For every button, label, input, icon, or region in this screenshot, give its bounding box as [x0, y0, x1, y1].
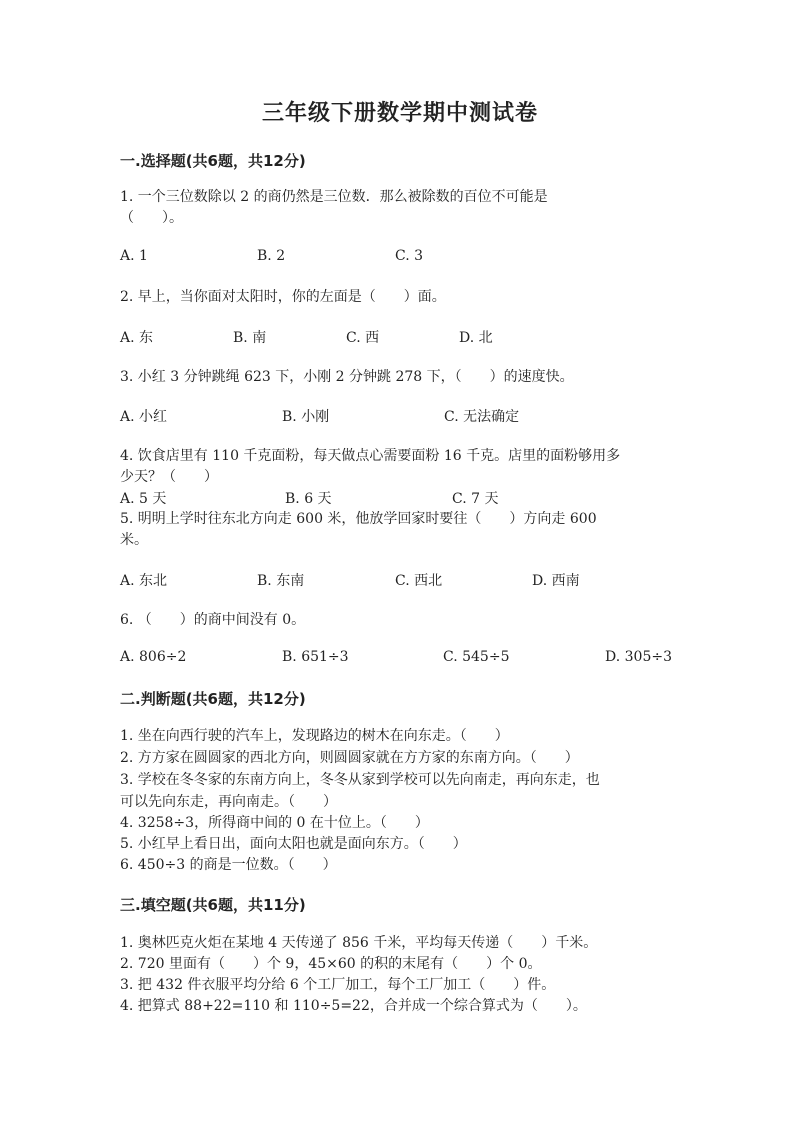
options-row — [0, 649, 800, 669]
option: C. 西 — [346, 330, 380, 346]
question-text: 2. 早上，当你面对太阳时，你的左面是（ ）面。 — [120, 289, 446, 305]
option: D. 西南 — [532, 573, 580, 589]
option: B. 东南 — [257, 573, 305, 589]
question-text: 1. 一个三位数除以 2 的商仍然是三位数．那么被除数的百位不可能是 — [120, 189, 548, 205]
question-text: 1. 奥林匹克火炬在某地 4 天传递了 856 千米，平均每天传递（ ）千米。 — [120, 935, 598, 951]
options-row — [0, 488, 800, 508]
question-text: 6. 450÷3 的商是一位数。（ ） — [120, 857, 337, 873]
option: B. 南 — [233, 330, 267, 346]
section-heading-fill: 三.填空题(共6题，共11分) — [120, 896, 306, 914]
question-text: 3. 小红 3 分钟跳绳 623 下，小刚 2 分钟跳 278 下，（ ）的速度快。 — [120, 369, 574, 385]
question-text: （ ）。 — [120, 210, 183, 226]
question-text: 2. 方方家在圆圆家的西北方向，则圆圆家就在方方家的东南方向。（ ） — [120, 750, 579, 766]
question-text: 6. （ ）的商中间没有 0。 — [120, 612, 306, 628]
question-text: 3. 把 432 件衣服平均分给 6 个工厂加工，每个工厂加工（ ）件。 — [120, 977, 556, 993]
options-row — [0, 570, 800, 590]
question-text: 3. 学校在冬冬家的东南方向上，冬冬从家到学校可以先向南走，再向东走，也 — [120, 772, 600, 788]
option: C. 无法确定 — [444, 409, 520, 425]
option: B. 6 天 — [285, 491, 332, 507]
option: D. 305÷3 — [605, 649, 672, 665]
option: D. 北 — [459, 330, 493, 346]
page-title: 三年级下册数学期中测试卷 — [261, 101, 538, 126]
question-text: 4. 3258÷3，所得商中间的 0 在十位上。（ ） — [120, 815, 429, 831]
option: C. 3 — [395, 248, 424, 264]
question-text: 5. 小红早上看日出，面向太阳也就是面向东方。（ ） — [120, 836, 467, 852]
option: A. 东 — [120, 330, 154, 346]
question-text: 米。 — [120, 532, 148, 548]
question-text: 2. 720 里面有（ ）个 9，45×60 的积的末尾有（ ）个 0。 — [120, 956, 542, 972]
section-heading-choice: 一.选择题(共6题，共12分) — [120, 152, 306, 170]
option: A. 5 天 — [120, 491, 167, 507]
option: B. 2 — [257, 248, 286, 264]
option: C. 7 天 — [452, 491, 499, 507]
option: B. 651÷3 — [282, 649, 349, 665]
question-text: 1. 坐在向西行驶的汽车上，发现路边的树木在向东走。（ ） — [120, 728, 509, 744]
question-text: 4. 把算式 88+22=110 和 110÷5=22，合并成一个综合算式为（ ）。 — [120, 998, 587, 1014]
question-text: 5. 明明上学时往东北方向走 600 米，他放学回家时要往（ ）方向走 600 — [120, 511, 597, 527]
option: A. 小红 — [120, 409, 168, 425]
option: B. 小刚 — [282, 409, 330, 425]
option: A. 东北 — [120, 573, 168, 589]
question-text: 可以先向东走，再向南走。（ ） — [120, 794, 337, 810]
option: C. 545÷5 — [443, 649, 510, 665]
options-row — [0, 327, 800, 347]
option: A. 1 — [120, 248, 148, 264]
option: A. 806÷2 — [120, 649, 187, 665]
section-heading-judge: 二.判断题(共6题，共12分) — [120, 690, 306, 708]
options-row — [0, 248, 800, 268]
question-text: 少天？（ ） — [120, 469, 218, 485]
question-text: 4. 饮食店里有 110 千克面粉，每天做点心需要面粉 16 千克。店里的面粉够用多 — [120, 448, 621, 464]
option: C. 西北 — [395, 573, 443, 589]
options-row — [0, 406, 800, 426]
